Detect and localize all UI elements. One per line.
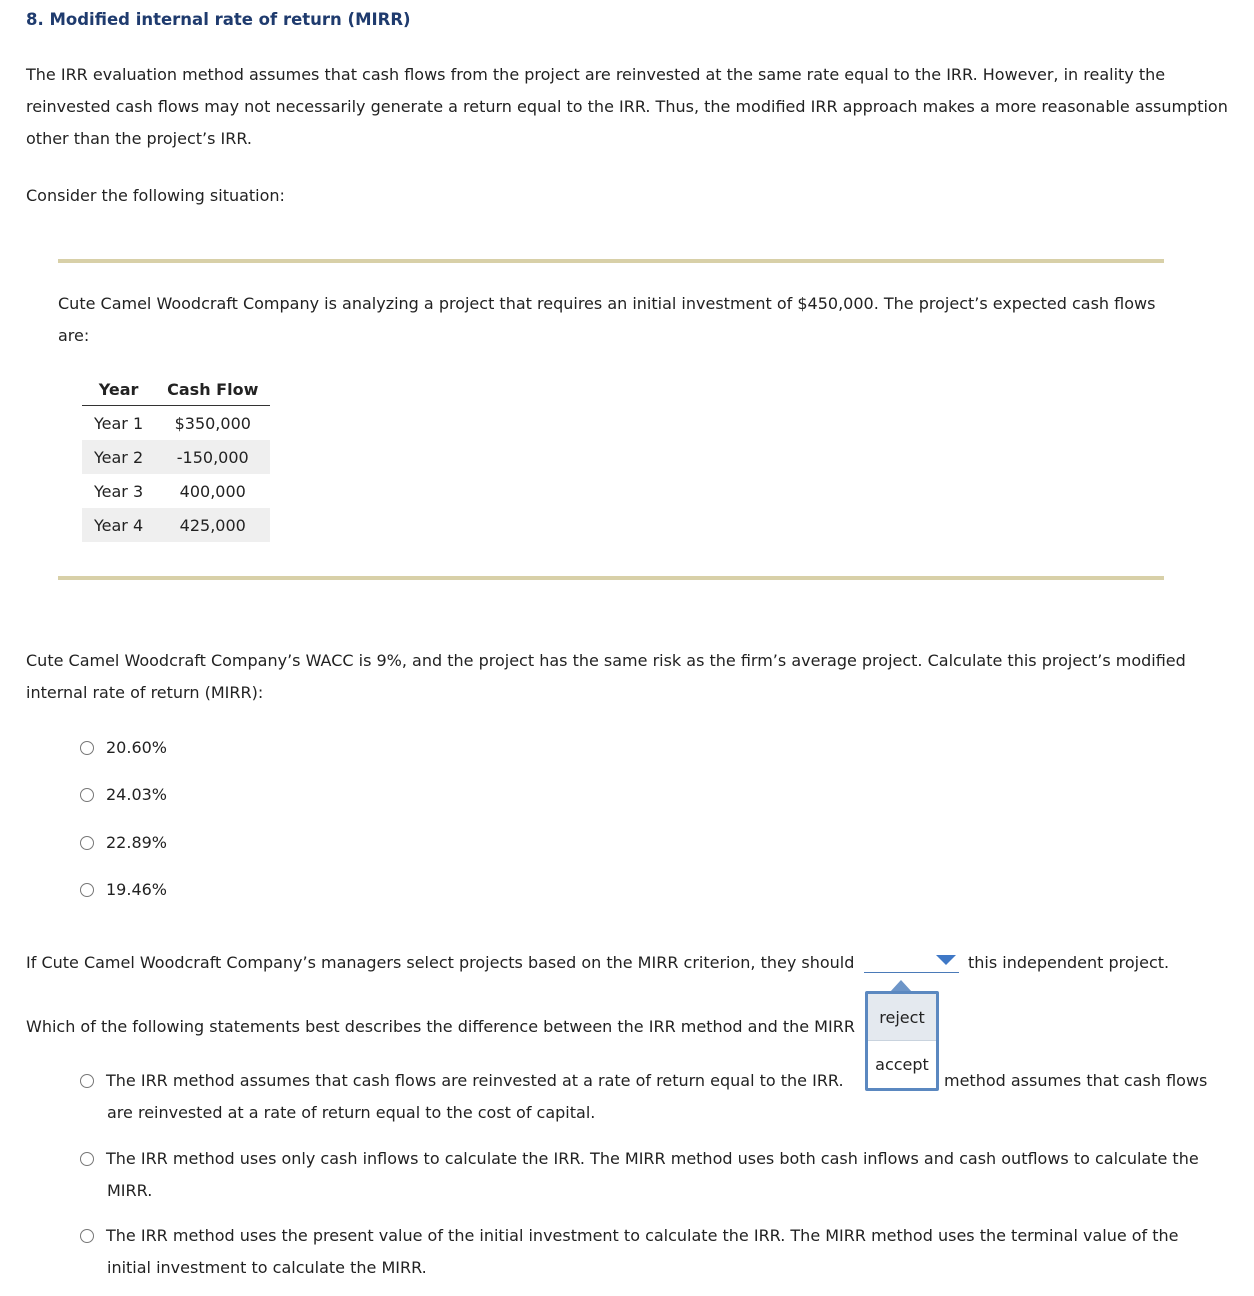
year-cell: Year 3 (94, 481, 144, 501)
radio-button[interactable] (80, 1074, 94, 1088)
difference-option[interactable] (80, 1226, 1179, 1245)
scenario-text: Cute Camel Woodcraft Company is analyzing a project that requires an initial investment of $450,000. The project’s expected cash flows are: (58, 294, 1156, 345)
difference-option[interactable] (80, 1071, 844, 1090)
dropdown-option-accept[interactable]: accept (875, 1055, 929, 1074)
cash-flow-cell: -150,000 (155, 440, 270, 474)
question-title: 8. Modified internal rate of return (MIRR) (26, 10, 411, 29)
top-divider (58, 259, 1164, 263)
table-row (82, 440, 270, 474)
cash-flow-cell: $350,000 (174, 413, 251, 433)
option-label: 20.60% (106, 738, 168, 757)
cash-flow-cell: 425,000 (155, 508, 270, 542)
year-cell: Year 4 (82, 508, 155, 542)
radio-button[interactable] (80, 836, 94, 850)
option-label-line2: initial investment to calculate the MIRR. (107, 1258, 427, 1277)
year-cell: Year 1 (94, 413, 144, 433)
chevron-down-icon[interactable] (936, 955, 956, 965)
radio-button[interactable] (80, 788, 94, 802)
cash-flow-cell: 400,000 (179, 481, 246, 501)
difference-question-prompt: Which of the following statements best describes the difference between the IRR method and the MIRR (26, 1017, 855, 1036)
option-label-line2: are reinvested at a rate of return equal to the cost of capital. (107, 1103, 596, 1122)
radio-button[interactable] (80, 1229, 94, 1243)
radio-button[interactable] (80, 883, 94, 897)
difference-option[interactable] (80, 1149, 1199, 1168)
decision-prefix: If Cute Camel Woodcraft Company’s managers select projects based on the MIRR criterion, they should (26, 953, 855, 972)
table-header-row (82, 373, 270, 406)
option-label: The IRR method uses the present value of the initial investment to calculate the IRR. The MIRR method uses the terminal value of the (106, 1226, 1179, 1245)
table-row (82, 508, 270, 542)
mirr-option[interactable] (80, 880, 167, 899)
option-label: 19.46% (106, 880, 168, 899)
option-label-line2: MIRR. (107, 1181, 153, 1200)
option-label: The IRR method assumes that cash flows are reinvested at a rate of return equal to the IRR. (106, 1071, 844, 1090)
decision-dropdown-menu (865, 991, 939, 1091)
table-row (82, 474, 270, 508)
header-year: Year (82, 373, 155, 406)
mirr-question-prompt: Cute Camel Woodcraft Company’s WACC is 9%, and the project has the same risk as the firm’s average project. Calculate this project’s modified internal rate of return (MIRR): (26, 651, 1186, 702)
radio-button[interactable] (80, 741, 94, 755)
option-label: The IRR method uses only cash inflows to calculate the IRR. The MIRR method uses both cash inflows and cash outflows to calculate the (106, 1149, 1199, 1168)
table-row (82, 406, 270, 441)
decision-suffix: this independent project. (968, 953, 1170, 972)
mirr-option[interactable] (80, 785, 167, 804)
option-label: 24.03% (106, 785, 168, 804)
mirr-option[interactable] (80, 738, 167, 757)
bottom-divider (58, 576, 1164, 580)
mirr-option[interactable] (80, 833, 167, 852)
intro-paragraph: The IRR evaluation method assumes that cash flows from the project are reinvested at the same rate equal to the IRR. However, in reality the reinvested cash flows may not necessarily generate a return equal to the IRR. Thus, the modified IRR approach makes a more reasonable assumption other than the project’s IRR. (26, 65, 1228, 148)
option-label-continuation: method assumes that cash flows (944, 1071, 1208, 1090)
header-cash-flow: Cash Flow (155, 373, 270, 406)
radio-button[interactable] (80, 1152, 94, 1166)
dropdown-option-reject[interactable]: reject (868, 994, 936, 1041)
consider-text: Consider the following situation: (26, 186, 285, 205)
cash-flow-table (82, 373, 270, 542)
option-label: 22.89% (106, 833, 168, 852)
year-cell: Year 2 (82, 440, 155, 474)
decision-select[interactable] (864, 952, 959, 973)
